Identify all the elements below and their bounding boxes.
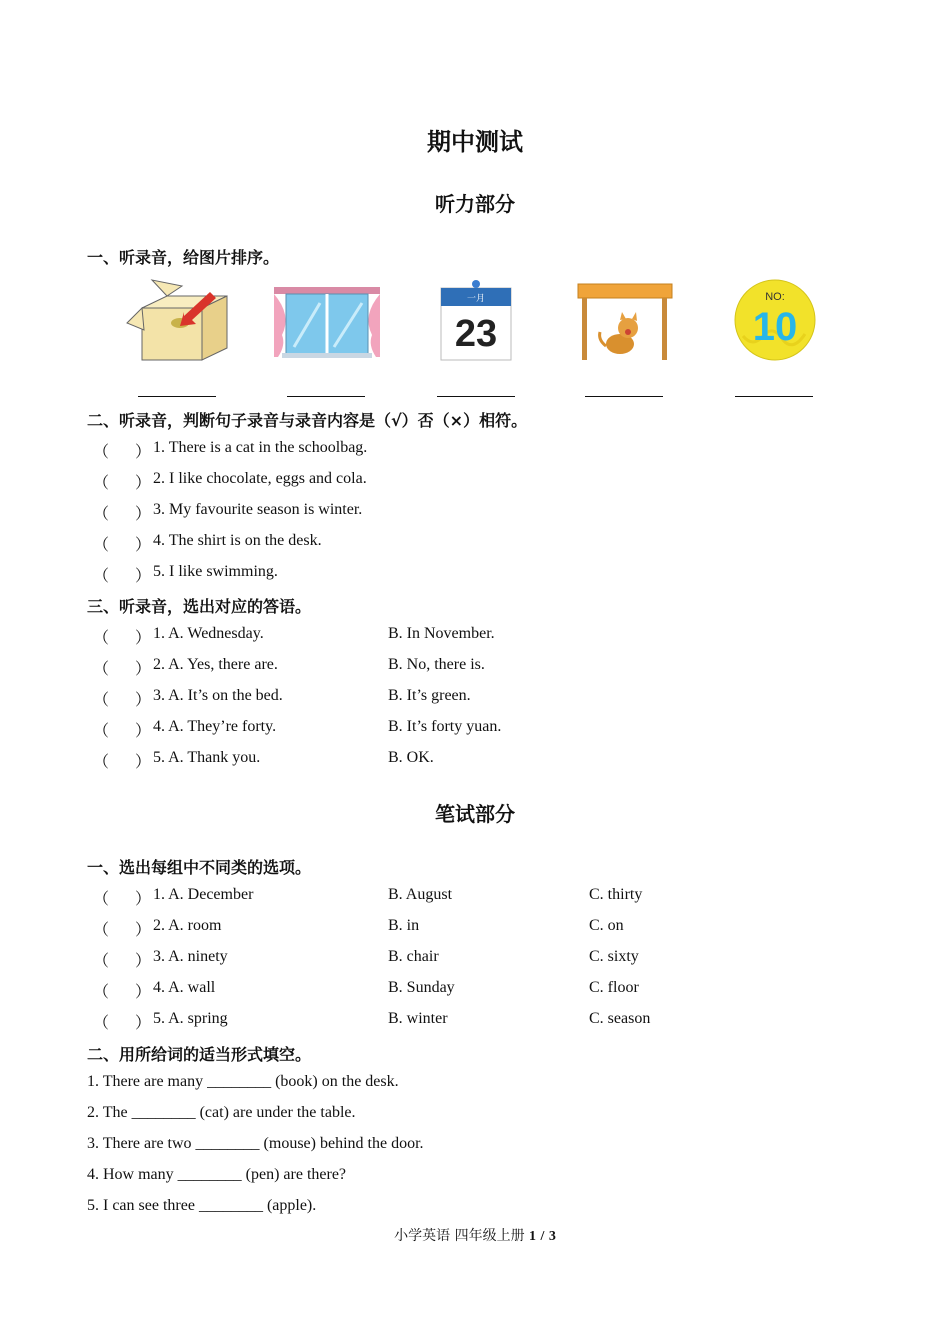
answer-bracket[interactable]: （ ） bbox=[93, 568, 152, 585]
page-separator: / bbox=[540, 1229, 545, 1244]
fill-blank-item[interactable]: 3. There are two ________ (mouse) behind the door. bbox=[87, 1135, 424, 1152]
option-c: C. on bbox=[589, 917, 624, 934]
writing-section2-title: 二、用所给词的适当形式填空。 bbox=[87, 1045, 312, 1064]
listening-section3-title: 三、听录音，选出对应的答语。 bbox=[87, 597, 312, 616]
calendar-month: 一月 bbox=[466, 293, 486, 303]
answer-bracket[interactable]: （ ） bbox=[93, 922, 152, 939]
option-a: 3. A. ninety bbox=[153, 948, 228, 965]
option-a: 5. A. spring bbox=[153, 1010, 228, 1027]
answer-bracket[interactable]: （ ） bbox=[93, 444, 152, 461]
option-b: B. winter bbox=[388, 1010, 448, 1027]
answer-bracket[interactable]: （ ） bbox=[93, 1015, 152, 1032]
fill-blank-item[interactable]: 1. There are many ________ (book) on the desk. bbox=[87, 1073, 399, 1090]
answer-bracket[interactable]: （ ） bbox=[93, 692, 152, 709]
answer-bracket[interactable]: （ ） bbox=[93, 630, 152, 647]
answer-bracket[interactable]: （ ） bbox=[93, 891, 152, 908]
list-item: 3. My favourite season is winter. bbox=[153, 501, 363, 518]
fill-blank-item[interactable]: 4. How many ________ (pen) are there? bbox=[87, 1166, 347, 1183]
answer-bracket[interactable]: （ ） bbox=[93, 953, 152, 970]
answer-blank[interactable] bbox=[138, 384, 216, 397]
page-total: 3 bbox=[548, 1229, 556, 1244]
box-picture bbox=[122, 278, 232, 364]
option-b: B. in bbox=[388, 917, 420, 934]
option-a: 1. A. Wednesday. bbox=[153, 625, 264, 642]
answer-bracket[interactable]: （ ） bbox=[93, 537, 152, 554]
list-item: 2. I like chocolate, eggs and cola. bbox=[153, 470, 367, 487]
option-b: B. OK. bbox=[388, 749, 434, 766]
option-a: 1. A. December bbox=[153, 886, 254, 903]
option-c: C. season bbox=[589, 1010, 651, 1027]
footer-text: 小学英语 四年级上册 bbox=[394, 1228, 525, 1244]
listening-section2-title: 二、听录音，判断句子录音与录音内容是（√）否（×）相符。 bbox=[87, 411, 528, 430]
writing-title: 笔试部分 bbox=[435, 802, 515, 826]
page-title: 期中测试 bbox=[427, 128, 523, 156]
option-c: C. floor bbox=[589, 979, 639, 996]
cat-under-table-picture bbox=[576, 282, 674, 362]
option-b: B. It’s green. bbox=[388, 687, 471, 704]
option-b: B. No, there is. bbox=[388, 656, 485, 673]
answer-bracket[interactable]: （ ） bbox=[93, 475, 152, 492]
option-a: 2. A. Yes, there are. bbox=[153, 656, 278, 673]
option-b: B. In November. bbox=[388, 625, 495, 642]
number-badge-picture bbox=[733, 278, 817, 362]
answer-blank[interactable] bbox=[585, 384, 663, 397]
list-item: 1. There is a cat in the schoolbag. bbox=[153, 439, 368, 456]
badge-label: NO: bbox=[765, 291, 785, 303]
option-b: B. Sunday bbox=[388, 979, 455, 996]
answer-blank[interactable] bbox=[735, 384, 813, 397]
option-a: 4. A. wall bbox=[153, 979, 216, 996]
answer-blank[interactable] bbox=[287, 384, 365, 397]
page-footer bbox=[0, 1225, 950, 1245]
answer-bracket[interactable]: （ ） bbox=[93, 984, 152, 1001]
window-picture bbox=[272, 285, 382, 360]
option-b: B. August bbox=[388, 886, 453, 903]
page-number: 1 bbox=[529, 1229, 537, 1244]
option-b: B. chair bbox=[388, 948, 439, 965]
option-a: 2. A. room bbox=[153, 917, 222, 934]
calendar-day: 23 bbox=[454, 313, 498, 355]
badge-number: 10 bbox=[752, 305, 798, 349]
option-a: 3. A. It’s on the bed. bbox=[153, 687, 283, 704]
listening-title: 听力部分 bbox=[435, 192, 515, 216]
option-a: 4. A. They’re forty. bbox=[153, 718, 277, 735]
answer-bracket[interactable]: （ ） bbox=[93, 754, 152, 771]
option-c: C. sixty bbox=[589, 948, 639, 965]
calendar-picture bbox=[438, 280, 514, 362]
list-item: 4. The shirt is on the desk. bbox=[153, 532, 322, 549]
fill-blank-item[interactable]: 5. I can see three ________ (apple). bbox=[87, 1197, 317, 1214]
option-a: 5. A. Thank you. bbox=[153, 749, 261, 766]
fill-blank-item[interactable]: 2. The ________ (cat) are under the table. bbox=[87, 1104, 356, 1121]
list-item: 5. I like swimming. bbox=[153, 563, 278, 580]
answer-bracket[interactable]: （ ） bbox=[93, 661, 152, 678]
answer-bracket[interactable]: （ ） bbox=[93, 723, 152, 740]
answer-blank[interactable] bbox=[437, 384, 515, 397]
answer-bracket[interactable]: （ ） bbox=[93, 506, 152, 523]
listening-section1-title: 一、听录音，给图片排序。 bbox=[87, 248, 280, 267]
option-c: C. thirty bbox=[589, 886, 643, 903]
writing-section1-title: 一、选出每组中不同类的选项。 bbox=[87, 858, 312, 877]
option-b: B. It’s forty yuan. bbox=[388, 718, 502, 735]
